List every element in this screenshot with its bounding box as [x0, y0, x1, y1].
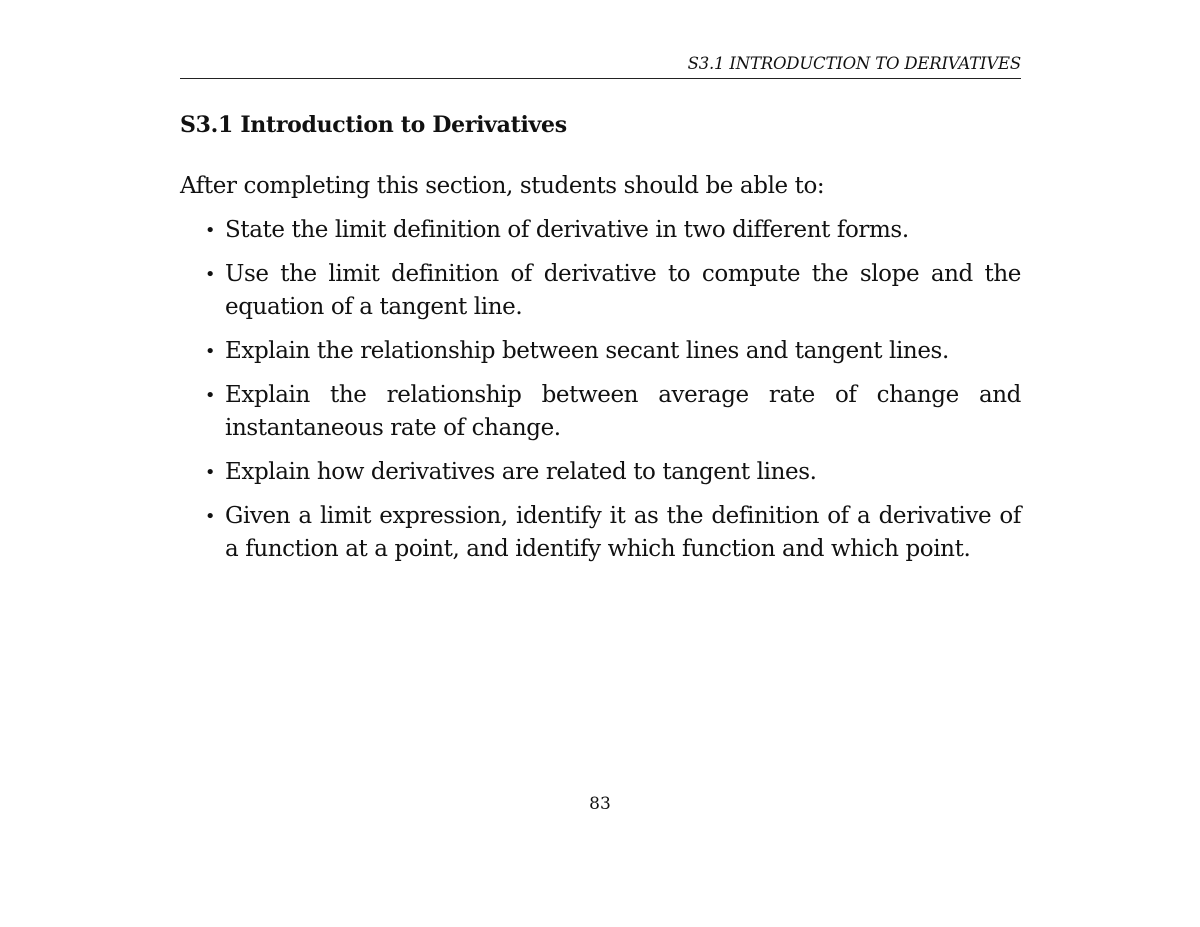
- bullet-icon: •: [204, 506, 216, 527]
- section-title: S3.1 Introduction to Derivatives: [180, 112, 567, 138]
- intro-paragraph: After completing this section, students should be able to:: [180, 173, 825, 199]
- objectives-list: [180, 214, 1021, 577]
- objective-text: Given a limit expression, identify it as the definition of a derivative of a function at a point, and identify which function and which point.: [225, 503, 1021, 562]
- running-head: S3.1 INTRODUCTION TO DERIVATIVES: [180, 54, 1021, 79]
- objective-item: [180, 214, 1021, 247]
- bullet-icon: •: [204, 462, 216, 483]
- objective-text: Explain how derivatives are related to tangent lines.: [225, 459, 817, 485]
- objective-item: [180, 456, 1021, 489]
- page-number: 83: [589, 794, 611, 814]
- bullet-icon: •: [204, 264, 216, 285]
- objective-text: Use the limit definition of derivative to compute the slope and the equation of a tangent line.: [225, 261, 1021, 320]
- objective-text: Explain the relationship between secant lines and tangent lines.: [225, 338, 949, 364]
- objective-item: [180, 500, 1021, 566]
- bullet-icon: •: [204, 385, 216, 406]
- bullet-icon: •: [204, 341, 216, 362]
- objective-text: Explain the relationship between average rate of change and instantaneous rate of change.: [225, 382, 1021, 441]
- objective-item: [180, 258, 1021, 324]
- objective-item: [180, 379, 1021, 445]
- bullet-icon: •: [204, 220, 216, 241]
- objective-item: [180, 335, 1021, 368]
- objective-text: State the limit definition of derivative in two different forms.: [225, 217, 909, 243]
